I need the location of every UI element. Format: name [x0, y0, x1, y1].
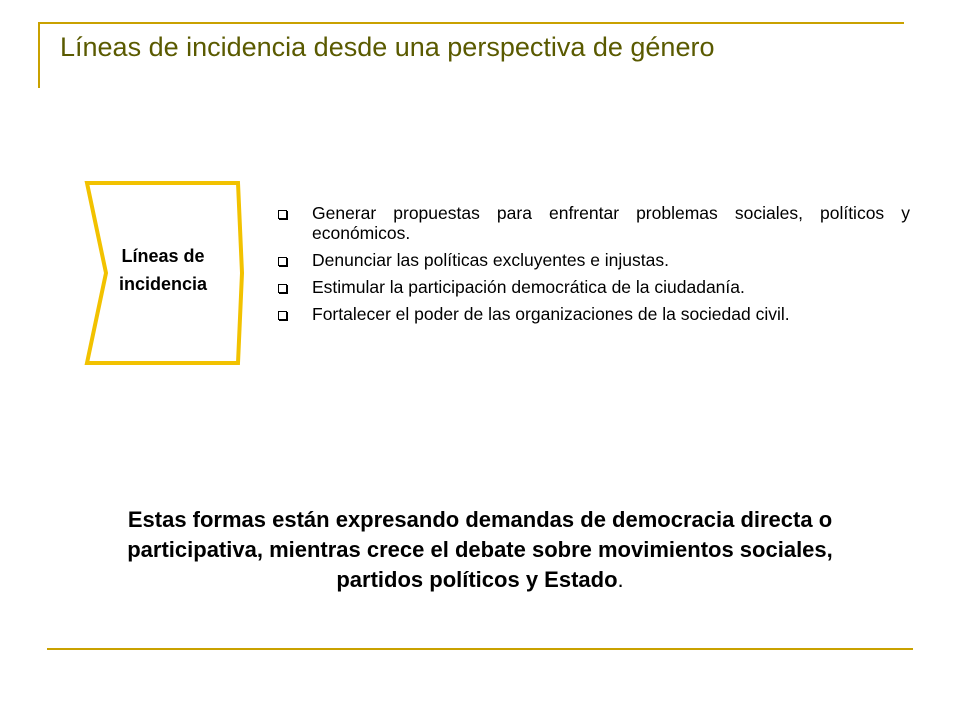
bottom-rule — [47, 648, 913, 650]
hollow-square-bullet-icon — [278, 210, 287, 219]
left-rule — [38, 22, 40, 88]
bullet-list — [276, 203, 910, 331]
bullet-item — [276, 203, 910, 243]
slide-title: Líneas de incidencia desde una perspectiva de género — [60, 32, 715, 62]
hollow-square-bullet-icon — [278, 284, 287, 293]
hollow-square-bullet-icon — [278, 257, 287, 266]
hollow-square-bullet-icon — [278, 311, 287, 320]
bullet-text: Fortalecer el poder de las organizaciones de la sociedad civil. — [312, 304, 790, 324]
chevron-label-line1: Líneas de — [121, 246, 205, 266]
bullet-text: Generar propuestas para enfrentar problemas sociales, políticos y económicos. — [312, 203, 910, 243]
conclusion-period: . — [617, 567, 624, 592]
bullet-item — [276, 250, 910, 270]
bullet-text: Denunciar las políticas excluyentes e injustas. — [312, 250, 669, 270]
bullet-text: Estimular la participación democrática de la ciudadanía. — [312, 277, 745, 297]
conclusion-text — [100, 505, 860, 595]
chevron-shape — [84, 180, 244, 366]
chevron-label-line2: incidencia — [118, 274, 208, 294]
chevron-label — [88, 242, 238, 298]
conclusion-body: Estas formas están expresando demandas de democracia directa o participativa, mientras crece el debate sobre movimientos sociales, partidos políticos y Estado — [127, 507, 833, 592]
bullet-item — [276, 277, 910, 297]
top-rule — [38, 22, 904, 24]
bullet-item — [276, 304, 910, 324]
